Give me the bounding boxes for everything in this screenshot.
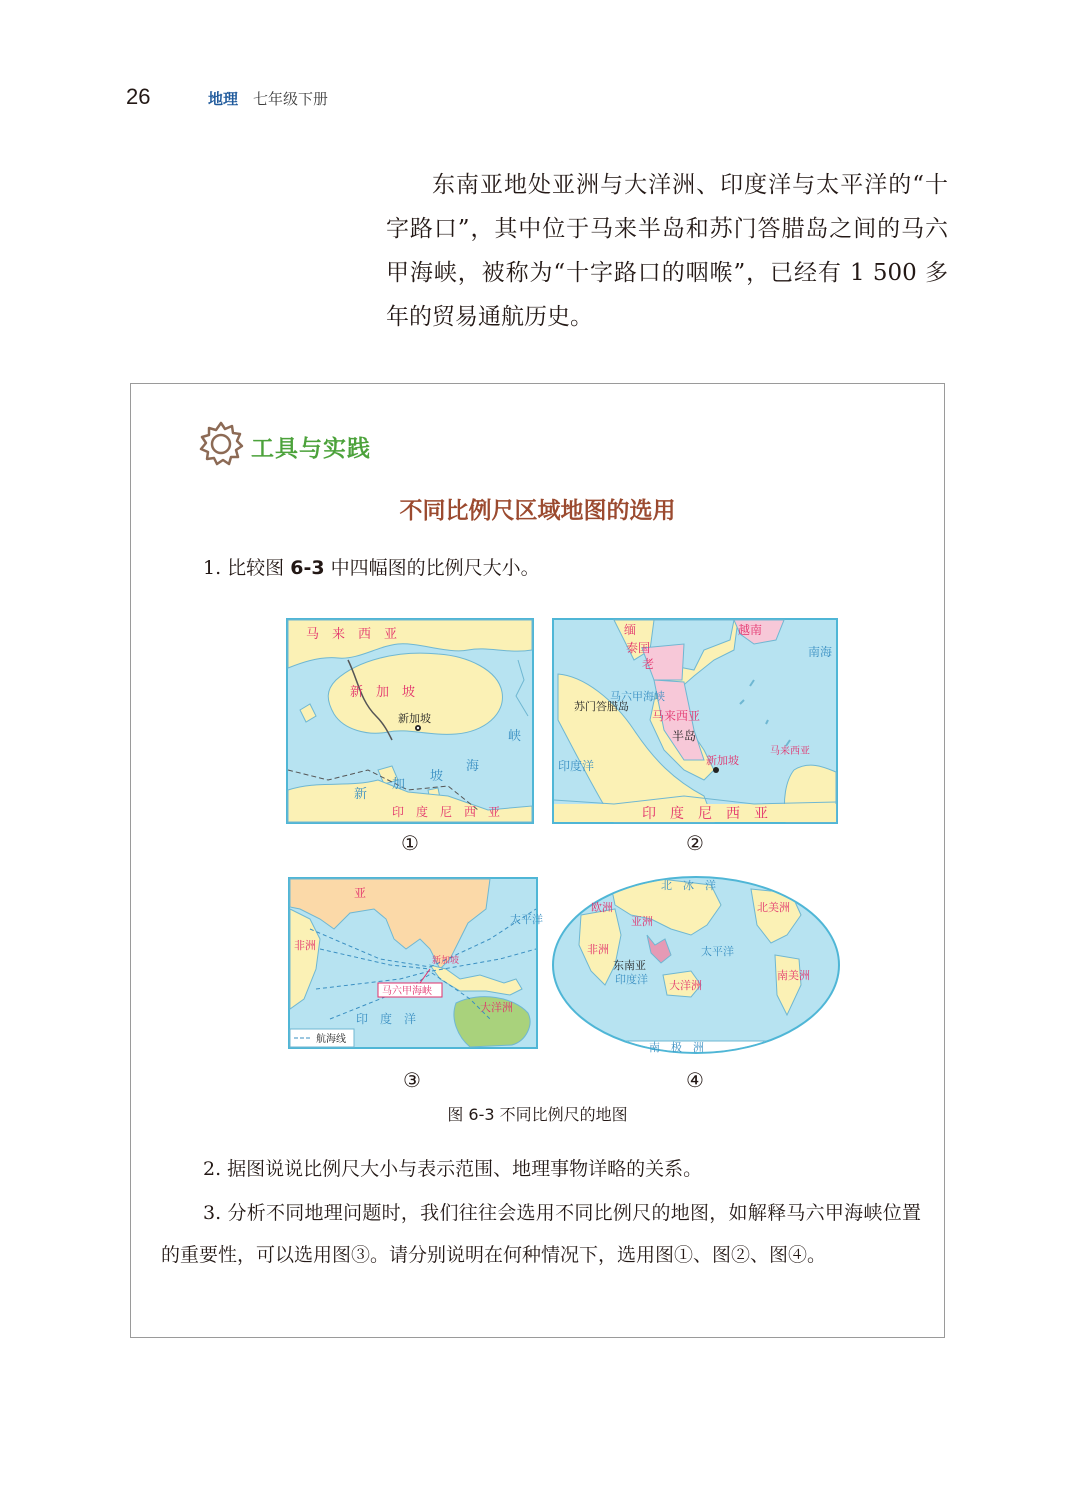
section-heading — [197, 420, 371, 472]
map2-label-south-sea: 南海 — [808, 645, 833, 659]
map2-label-mian: 缅 — [624, 623, 637, 637]
intro-paragraph — [386, 163, 948, 339]
map1-label-strait-po: 坡 — [430, 769, 444, 784]
map3-label-africa: 非洲 — [294, 939, 316, 952]
question-1-figure-ref: 6-3 — [290, 557, 325, 579]
map2-label-strait: 马六甲海峡 — [610, 690, 665, 703]
map3-label-pacific: 太平洋 — [510, 913, 543, 926]
question-3-text: 3. 分析不同地理问题时，我们往往会选用不同比例尺的地图，如解释马六甲海峡位置的重要性，可以选用图③。请分别说明在何种情况下，选用图①、图②、图④。 — [161, 1202, 921, 1266]
topic-title: 不同比例尺区域地图的选用 — [399, 498, 676, 524]
question-2: 2. 据图说说比例尺大小与表示范围、地理事物详略的关系。 — [203, 1158, 703, 1180]
page-number: 26 — [126, 84, 151, 109]
book-grade: 七年级下册 — [253, 90, 329, 108]
map1-label-xin: 新 — [354, 787, 368, 802]
map2-label-malaysia: 马来西亚 — [652, 709, 701, 723]
map2-label-singapore: 新加坡 — [706, 754, 739, 767]
map1-label-jia: 加 — [392, 777, 406, 792]
map4-label-arctic: 北 冰 洋 — [661, 879, 716, 892]
gear-icon — [197, 420, 245, 472]
map3-label-oceania: 大洋洲 — [480, 1001, 513, 1014]
map3-label-singapore: 新加坡 — [432, 956, 460, 966]
map3-label-indian-ocean: 印 度 洋 — [356, 1012, 417, 1026]
map2-label-malaysia-east: 马来西亚 — [770, 746, 810, 757]
map-number-4: ④ — [686, 1068, 704, 1092]
map-singapore — [286, 618, 534, 824]
map4-label-indian-ocean: 印度洋 — [615, 973, 648, 986]
map-malacca — [552, 618, 838, 824]
map4-label-pacific: 太平洋 — [701, 945, 734, 958]
map1-label-island: 新 加 坡 — [350, 685, 416, 700]
map4-label-europe: 欧洲 — [591, 901, 613, 914]
map-world — [551, 875, 841, 1055]
intro-text: 东南亚地处亚洲与大洋洲、印度洋与太平洋的“十字路口”，其中位于马来半岛和苏门答腊岛之间的马六甲海峡，被称为“十字路口的咽喉”，已经有 1 500 多年的贸易通航历史。 — [386, 172, 948, 330]
map4-label-africa: 非洲 — [587, 943, 609, 956]
map2-label-thailand: 泰国 — [626, 641, 651, 655]
question-3 — [161, 1192, 921, 1276]
map4-label-oceania: 大洋洲 — [669, 979, 702, 992]
map2-label-indian-ocean: 印度洋 — [558, 759, 595, 773]
map2-label-vietnam: 越南 — [738, 623, 763, 637]
map4-label-north-america: 北美洲 — [757, 901, 790, 914]
activity-box — [130, 383, 945, 1338]
map-number-3: ③ — [403, 1068, 421, 1092]
question-1 — [203, 553, 540, 580]
map2-label-sumatra: 苏门答腊岛 — [574, 700, 629, 713]
map1-label-strait-xia: 峡 — [508, 729, 522, 744]
map2-label-peninsula: 半岛 — [672, 729, 697, 743]
map3-legend-label: 航海线 — [316, 1034, 346, 1045]
question-1-suffix: 中四幅图的比例尺大小。 — [324, 557, 540, 579]
map4-label-antarctica: 南 极 洲 — [649, 1041, 704, 1054]
map-number-2: ② — [686, 831, 704, 855]
map1-label-bottom: 印 度 尼 西 亚 — [392, 805, 501, 819]
map4-label-southeast-asia: 东南亚 — [613, 959, 646, 972]
map1-label-city: 新加坡 — [398, 712, 431, 725]
map-shipping-routes — [288, 877, 543, 1049]
map1-label-strait-hai: 海 — [466, 759, 480, 774]
map4-label-asia: 亚洲 — [631, 915, 653, 928]
map3-label-asia: 亚 — [354, 886, 367, 900]
figure-caption: 图 6-3 不同比例尺的地图 — [447, 1105, 628, 1124]
map1-label-country-top: 马 来 西 亚 — [306, 627, 398, 642]
map2-label-indonesia: 印 度 尼 西 亚 — [642, 806, 768, 822]
question-1-prefix: 1. 比较图 — [203, 557, 291, 579]
map3-label-strait-box: 马六甲海峡 — [382, 986, 432, 997]
map2-label-lao: 老 — [642, 657, 655, 671]
map4-label-south-america: 南美洲 — [777, 969, 810, 982]
map-number-1: ① — [401, 831, 419, 855]
book-subject: 地理 — [208, 90, 239, 108]
section-title: 工具与实践 — [251, 435, 371, 462]
